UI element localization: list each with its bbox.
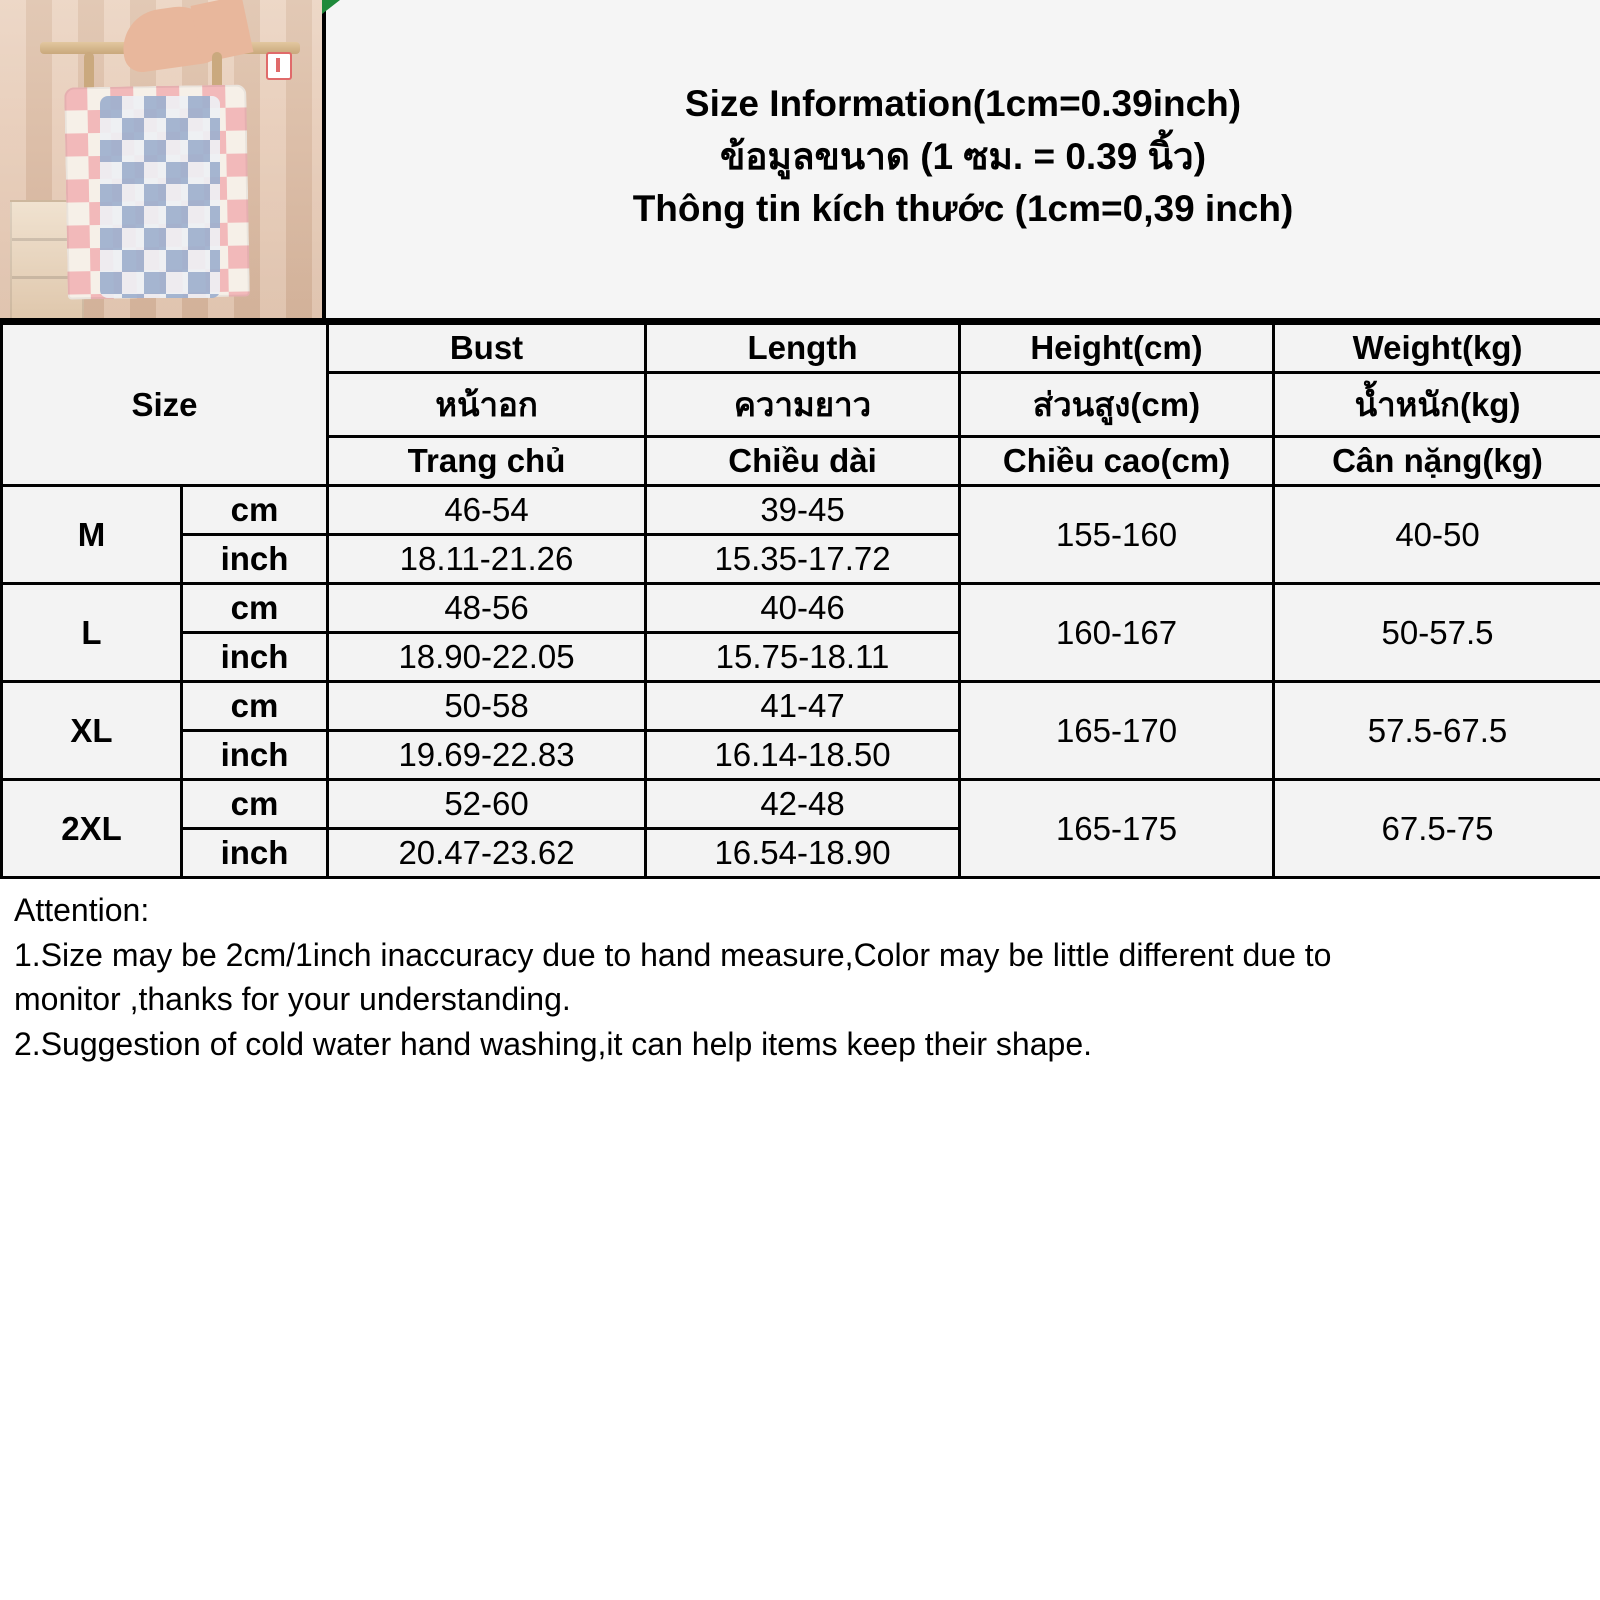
unit-inch: inch bbox=[182, 535, 328, 584]
row-size-l: L bbox=[2, 584, 182, 682]
hanger-left bbox=[84, 52, 94, 92]
header-length-en: Length bbox=[646, 324, 960, 373]
m-bust-inch: 18.11-21.26 bbox=[328, 535, 646, 584]
table-header-row-en bbox=[2, 324, 1600, 373]
xxl-length-inch: 16.54-18.90 bbox=[646, 829, 960, 878]
xl-height: 165-170 bbox=[960, 682, 1274, 780]
title-thai: ข้อมูลขนาด (1 ซม. = 0.39 นิ้ว) bbox=[719, 135, 1207, 177]
xl-weight: 57.5-67.5 bbox=[1274, 682, 1600, 780]
m-weight: 40-50 bbox=[1274, 486, 1600, 584]
header-height-th: ส่วนสูง(cm) bbox=[960, 373, 1274, 437]
xl-bust-inch: 19.69-22.83 bbox=[328, 731, 646, 780]
unit-cm: cm bbox=[182, 780, 328, 829]
table-row bbox=[2, 486, 1600, 535]
title-block bbox=[326, 0, 1600, 318]
unit-inch: inch bbox=[182, 731, 328, 780]
row-size-m: M bbox=[2, 486, 182, 584]
m-length-cm: 39-45 bbox=[646, 486, 960, 535]
header-height-vi: Chiều cao(cm) bbox=[960, 437, 1274, 486]
l-bust-cm: 48-56 bbox=[328, 584, 646, 633]
unit-cm: cm bbox=[182, 486, 328, 535]
product-photo bbox=[0, 0, 326, 318]
xl-bust-cm: 50-58 bbox=[328, 682, 646, 731]
header-height-en: Height(cm) bbox=[960, 324, 1274, 373]
xxl-weight: 67.5-75 bbox=[1274, 780, 1600, 878]
attention-line-2: monitor ,thanks for your understanding. bbox=[14, 981, 571, 1018]
title-english: Size Information(1cm=0.39inch) bbox=[684, 83, 1242, 125]
header-weight-vi: Cân nặng(kg) bbox=[1274, 437, 1600, 486]
row-size-2xl: 2XL bbox=[2, 780, 182, 878]
header-bust-th: หน้าอก bbox=[328, 373, 646, 437]
unit-cm: cm bbox=[182, 682, 328, 731]
unit-cm: cm bbox=[182, 584, 328, 633]
header-weight-th: น้ำหนัก(kg) bbox=[1274, 373, 1600, 437]
header-bust-vi: Trang chủ bbox=[328, 437, 646, 486]
table-row bbox=[2, 584, 1600, 633]
unit-inch: inch bbox=[182, 829, 328, 878]
m-length-inch: 15.35-17.72 bbox=[646, 535, 960, 584]
l-bust-inch: 18.90-22.05 bbox=[328, 633, 646, 682]
xxl-bust-inch: 20.47-23.62 bbox=[328, 829, 646, 878]
l-length-cm: 40-46 bbox=[646, 584, 960, 633]
l-weight: 50-57.5 bbox=[1274, 584, 1600, 682]
header-bust-en: Bust bbox=[328, 324, 646, 373]
xxl-bust-cm: 52-60 bbox=[328, 780, 646, 829]
green-corner-marker bbox=[322, 0, 340, 14]
xl-length-cm: 41-47 bbox=[646, 682, 960, 731]
table-row bbox=[2, 682, 1600, 731]
attention-line-1: 1.Size may be 2cm/1inch inaccuracy due to hand measure,Color may be little different due to bbox=[14, 936, 1332, 973]
xl-length-inch: 16.14-18.50 bbox=[646, 731, 960, 780]
l-length-inch: 15.75-18.11 bbox=[646, 633, 960, 682]
price-tag-icon bbox=[266, 52, 292, 80]
title-vietnamese: Thông tin kích thước (1cm=0,39 inch) bbox=[632, 188, 1294, 230]
header-length-th: ความยาว bbox=[646, 373, 960, 437]
attention-heading: Attention: bbox=[14, 892, 150, 928]
arm bbox=[191, 0, 254, 63]
header-length-vi: Chiều dài bbox=[646, 437, 960, 486]
size-table bbox=[0, 322, 1600, 879]
header-band bbox=[0, 0, 1600, 322]
garment-blue-check bbox=[100, 96, 220, 298]
attention-block bbox=[0, 879, 1600, 1065]
table-row bbox=[2, 780, 1600, 829]
m-height: 155-160 bbox=[960, 486, 1274, 584]
header-size: Size bbox=[2, 324, 328, 486]
xxl-length-cm: 42-48 bbox=[646, 780, 960, 829]
l-height: 160-167 bbox=[960, 584, 1274, 682]
m-bust-cm: 46-54 bbox=[328, 486, 646, 535]
unit-inch: inch bbox=[182, 633, 328, 682]
xxl-height: 165-175 bbox=[960, 780, 1274, 878]
attention-line-3: 2.Suggestion of cold water hand washing,it can help items keep their shape. bbox=[14, 1025, 1092, 1062]
row-size-xl: XL bbox=[2, 682, 182, 780]
header-weight-en: Weight(kg) bbox=[1274, 324, 1600, 373]
